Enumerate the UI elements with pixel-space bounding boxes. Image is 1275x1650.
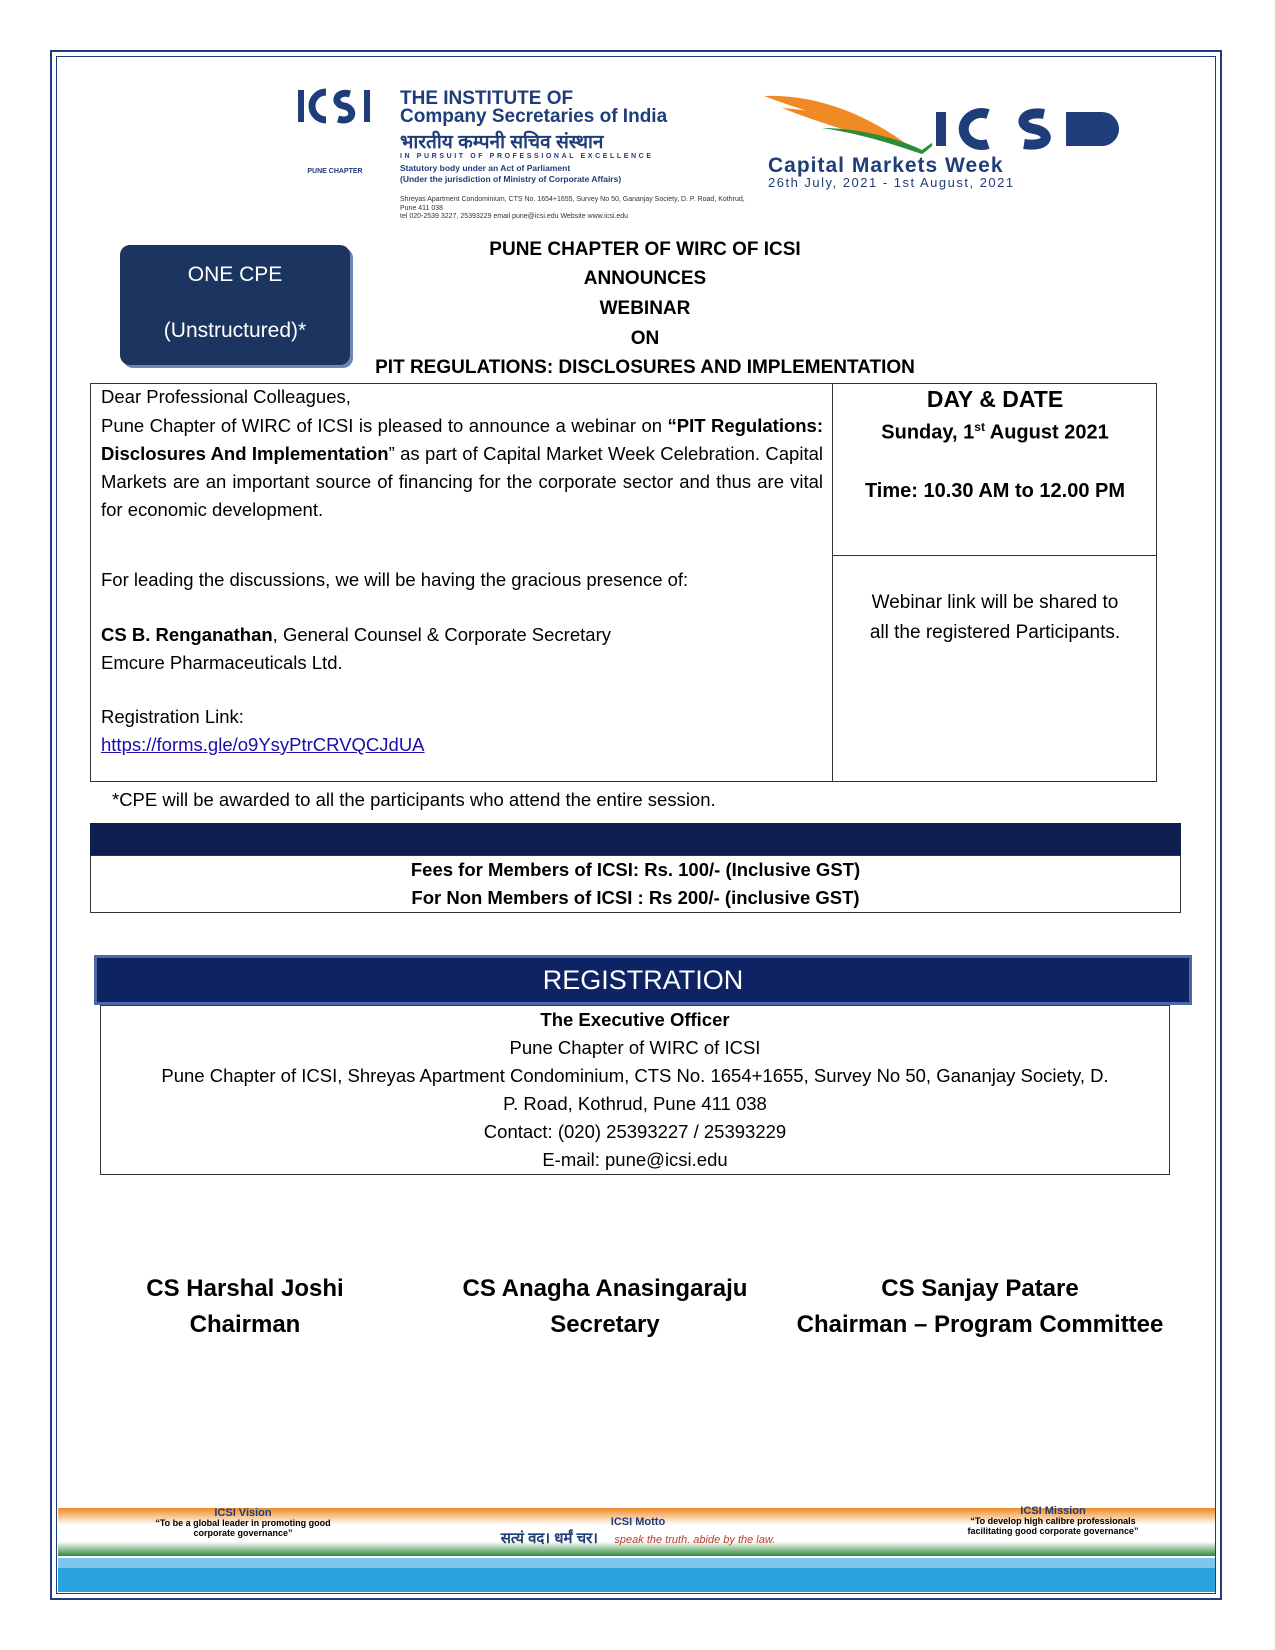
fees-box bbox=[90, 855, 1181, 913]
link-note-line1: Webinar link will be shared to bbox=[871, 592, 1119, 613]
webinar-title: PIT REGULATIONS: DISCLOSURES AND IMPLEMENTATION bbox=[375, 357, 915, 378]
intro-prefix: Pune Chapter of WIRC of ICSI is pleased to announce a webinar on bbox=[101, 415, 668, 436]
footer-motto-hindi: सत्यं वद। धर्मं चर। bbox=[500, 1530, 598, 1547]
capital-markets-dates: 26th July, 2021 - 1st August, 2021 bbox=[768, 175, 1015, 190]
intro-suffix: ” as part of Capital Market Week Celebration. Capital Markets are an important source of financing for the corporate sector and thus are vital for economic development. bbox=[101, 443, 823, 520]
registration-email: E-mail: pune@icsi.edu bbox=[542, 1149, 728, 1170]
signatory-3-title: Chairman – Program Committee bbox=[796, 1311, 1164, 1338]
cpe-note: *CPE will be awarded to all the participants who attend the entire session. bbox=[112, 789, 716, 810]
institute-jurisdiction: (Under the jurisdiction of Ministry of Corporate Affairs) bbox=[400, 174, 622, 184]
institute-statutory: Statutory body under an Act of Parliament bbox=[400, 163, 571, 173]
footer-mission-label: ICSI Mission bbox=[1020, 1505, 1086, 1517]
event-date-sup: st bbox=[974, 420, 985, 434]
pune-chapter-label: PUNE CHAPTER bbox=[307, 168, 363, 175]
announcement-line2: ANNOUNCES bbox=[583, 268, 707, 289]
speaker-company: Emcure Pharmaceuticals Ltd. bbox=[101, 652, 343, 673]
registration-contact: Contact: (020) 25393227 / 25393229 bbox=[483, 1121, 787, 1142]
footer-mission bbox=[958, 1506, 1148, 1536]
signatory-1-title: Chairman bbox=[189, 1311, 301, 1338]
signatory-2-name: CS Anagha Anasingaraju bbox=[462, 1275, 748, 1302]
speaker bbox=[101, 621, 823, 649]
cpe-line1: ONE CPE bbox=[187, 263, 283, 286]
fees-members: Fees for Members of ICSI: Rs. 100/- (Inclusive GST) bbox=[410, 859, 861, 880]
cpe-badge bbox=[120, 245, 350, 365]
registration-address-line1: Pune Chapter of ICSI, Shreyas Apartment Condominium, CTS No. 1654+1655, Survey No 50, Gananjay Society, D. bbox=[161, 1065, 1109, 1086]
institute-tagline: IN PURSUIT OF PROFESSIONAL EXCELLENCE bbox=[400, 153, 654, 160]
capital-markets-title: Capital Markets Week bbox=[768, 154, 1004, 177]
footer-motto bbox=[388, 1516, 888, 1548]
institute-contact: tel 020-2539 3227, 25393229 email pune@icsi.edu Website www.icsi.edu bbox=[400, 213, 629, 220]
announcement-line3: WEBINAR bbox=[599, 298, 691, 319]
registration-officer: The Executive Officer bbox=[540, 1009, 730, 1030]
institute-title-line1: THE INSTITUTE OF bbox=[400, 88, 574, 109]
intro-paragraph bbox=[101, 412, 823, 524]
signatory-3-name: CS Sanjay Patare bbox=[881, 1275, 1079, 1302]
greeting: Dear Professional Colleagues, bbox=[101, 386, 351, 407]
registration-label: Registration Link: bbox=[101, 706, 244, 727]
registration-heading: REGISTRATION bbox=[94, 955, 1192, 1005]
registration-address-line2: P. Road, Kothrud, Pune 411 038 bbox=[503, 1093, 767, 1114]
registration-link-wrapper bbox=[101, 731, 823, 759]
event-time: Time: 10.30 AM to 12.00 PM bbox=[864, 480, 1126, 502]
registration-chapter: Pune Chapter of WIRC of ICSI bbox=[509, 1037, 761, 1058]
institute-hindi-name: भारतीय कम्पनी सचिव संस्थान bbox=[400, 132, 604, 153]
speaker-role: , General Counsel & Corporate Secretary bbox=[272, 624, 611, 645]
fees-non-members: For Non Members of ICSI : Rs 200/- (inclusive GST) bbox=[411, 887, 860, 908]
footer-motto-english: speak the truth. abide by the law. bbox=[614, 1534, 776, 1546]
signatory-3 bbox=[780, 1271, 1180, 1343]
footer-mission-text: “To develop high calibre professionals facilitating good corporate governance” bbox=[967, 1516, 1139, 1536]
registration-link[interactable]: https://forms.gle/o9YsyPtrCRVQCJdUA bbox=[101, 734, 425, 755]
link-note-line2: all the registered Participants. bbox=[869, 622, 1121, 643]
footer-vision-text: “To be a global leader in promoting good corporate governance” bbox=[155, 1518, 331, 1538]
speaker-name: CS B. Renganathan bbox=[101, 624, 273, 645]
signatory-2 bbox=[440, 1271, 770, 1343]
footer-vision bbox=[148, 1508, 338, 1538]
signatory-1-name: CS Harshal Joshi bbox=[146, 1275, 344, 1302]
event-date-suffix: August 2021 bbox=[984, 421, 1109, 444]
announcement-line1: PUNE CHAPTER OF WIRC OF ICSI bbox=[489, 239, 801, 260]
cpe-line2: (Unstructured)* bbox=[163, 319, 307, 342]
institute-title-line2: Company Secretaries of India bbox=[400, 106, 668, 127]
link-note bbox=[833, 588, 1157, 648]
presence-text: For leading the discussions, we will be having the gracious presence of: bbox=[101, 569, 689, 590]
table-row-divider bbox=[832, 555, 1157, 556]
capital-markets-logo-icon bbox=[762, 88, 1142, 216]
event-date-prefix: Sunday, 1 bbox=[881, 421, 975, 444]
signatory-1 bbox=[100, 1271, 390, 1343]
event-date bbox=[833, 420, 1157, 445]
footer-motto-label: ICSI Motto bbox=[610, 1516, 666, 1528]
footer-banner bbox=[58, 1500, 1215, 1592]
registration-box bbox=[100, 1005, 1170, 1175]
footer-vision-label: ICSI Vision bbox=[214, 1507, 272, 1519]
day-date-heading: DAY & DATE bbox=[926, 386, 1064, 412]
signatory-2-title: Secretary bbox=[550, 1311, 660, 1338]
intro-bold: “PIT Regulations: Disclosures And Implementation bbox=[101, 415, 824, 464]
icsi-logo-icon bbox=[296, 86, 376, 126]
institute-address: Shreyas Apartment Condominium, CTS No. 1654+1655, Survey No 50, Gananjay Society, D. P. Road, Kothrud, Pune 411 038 bbox=[400, 196, 745, 212]
fees-header-bar bbox=[90, 823, 1181, 855]
announcement-line4: ON bbox=[630, 328, 660, 349]
